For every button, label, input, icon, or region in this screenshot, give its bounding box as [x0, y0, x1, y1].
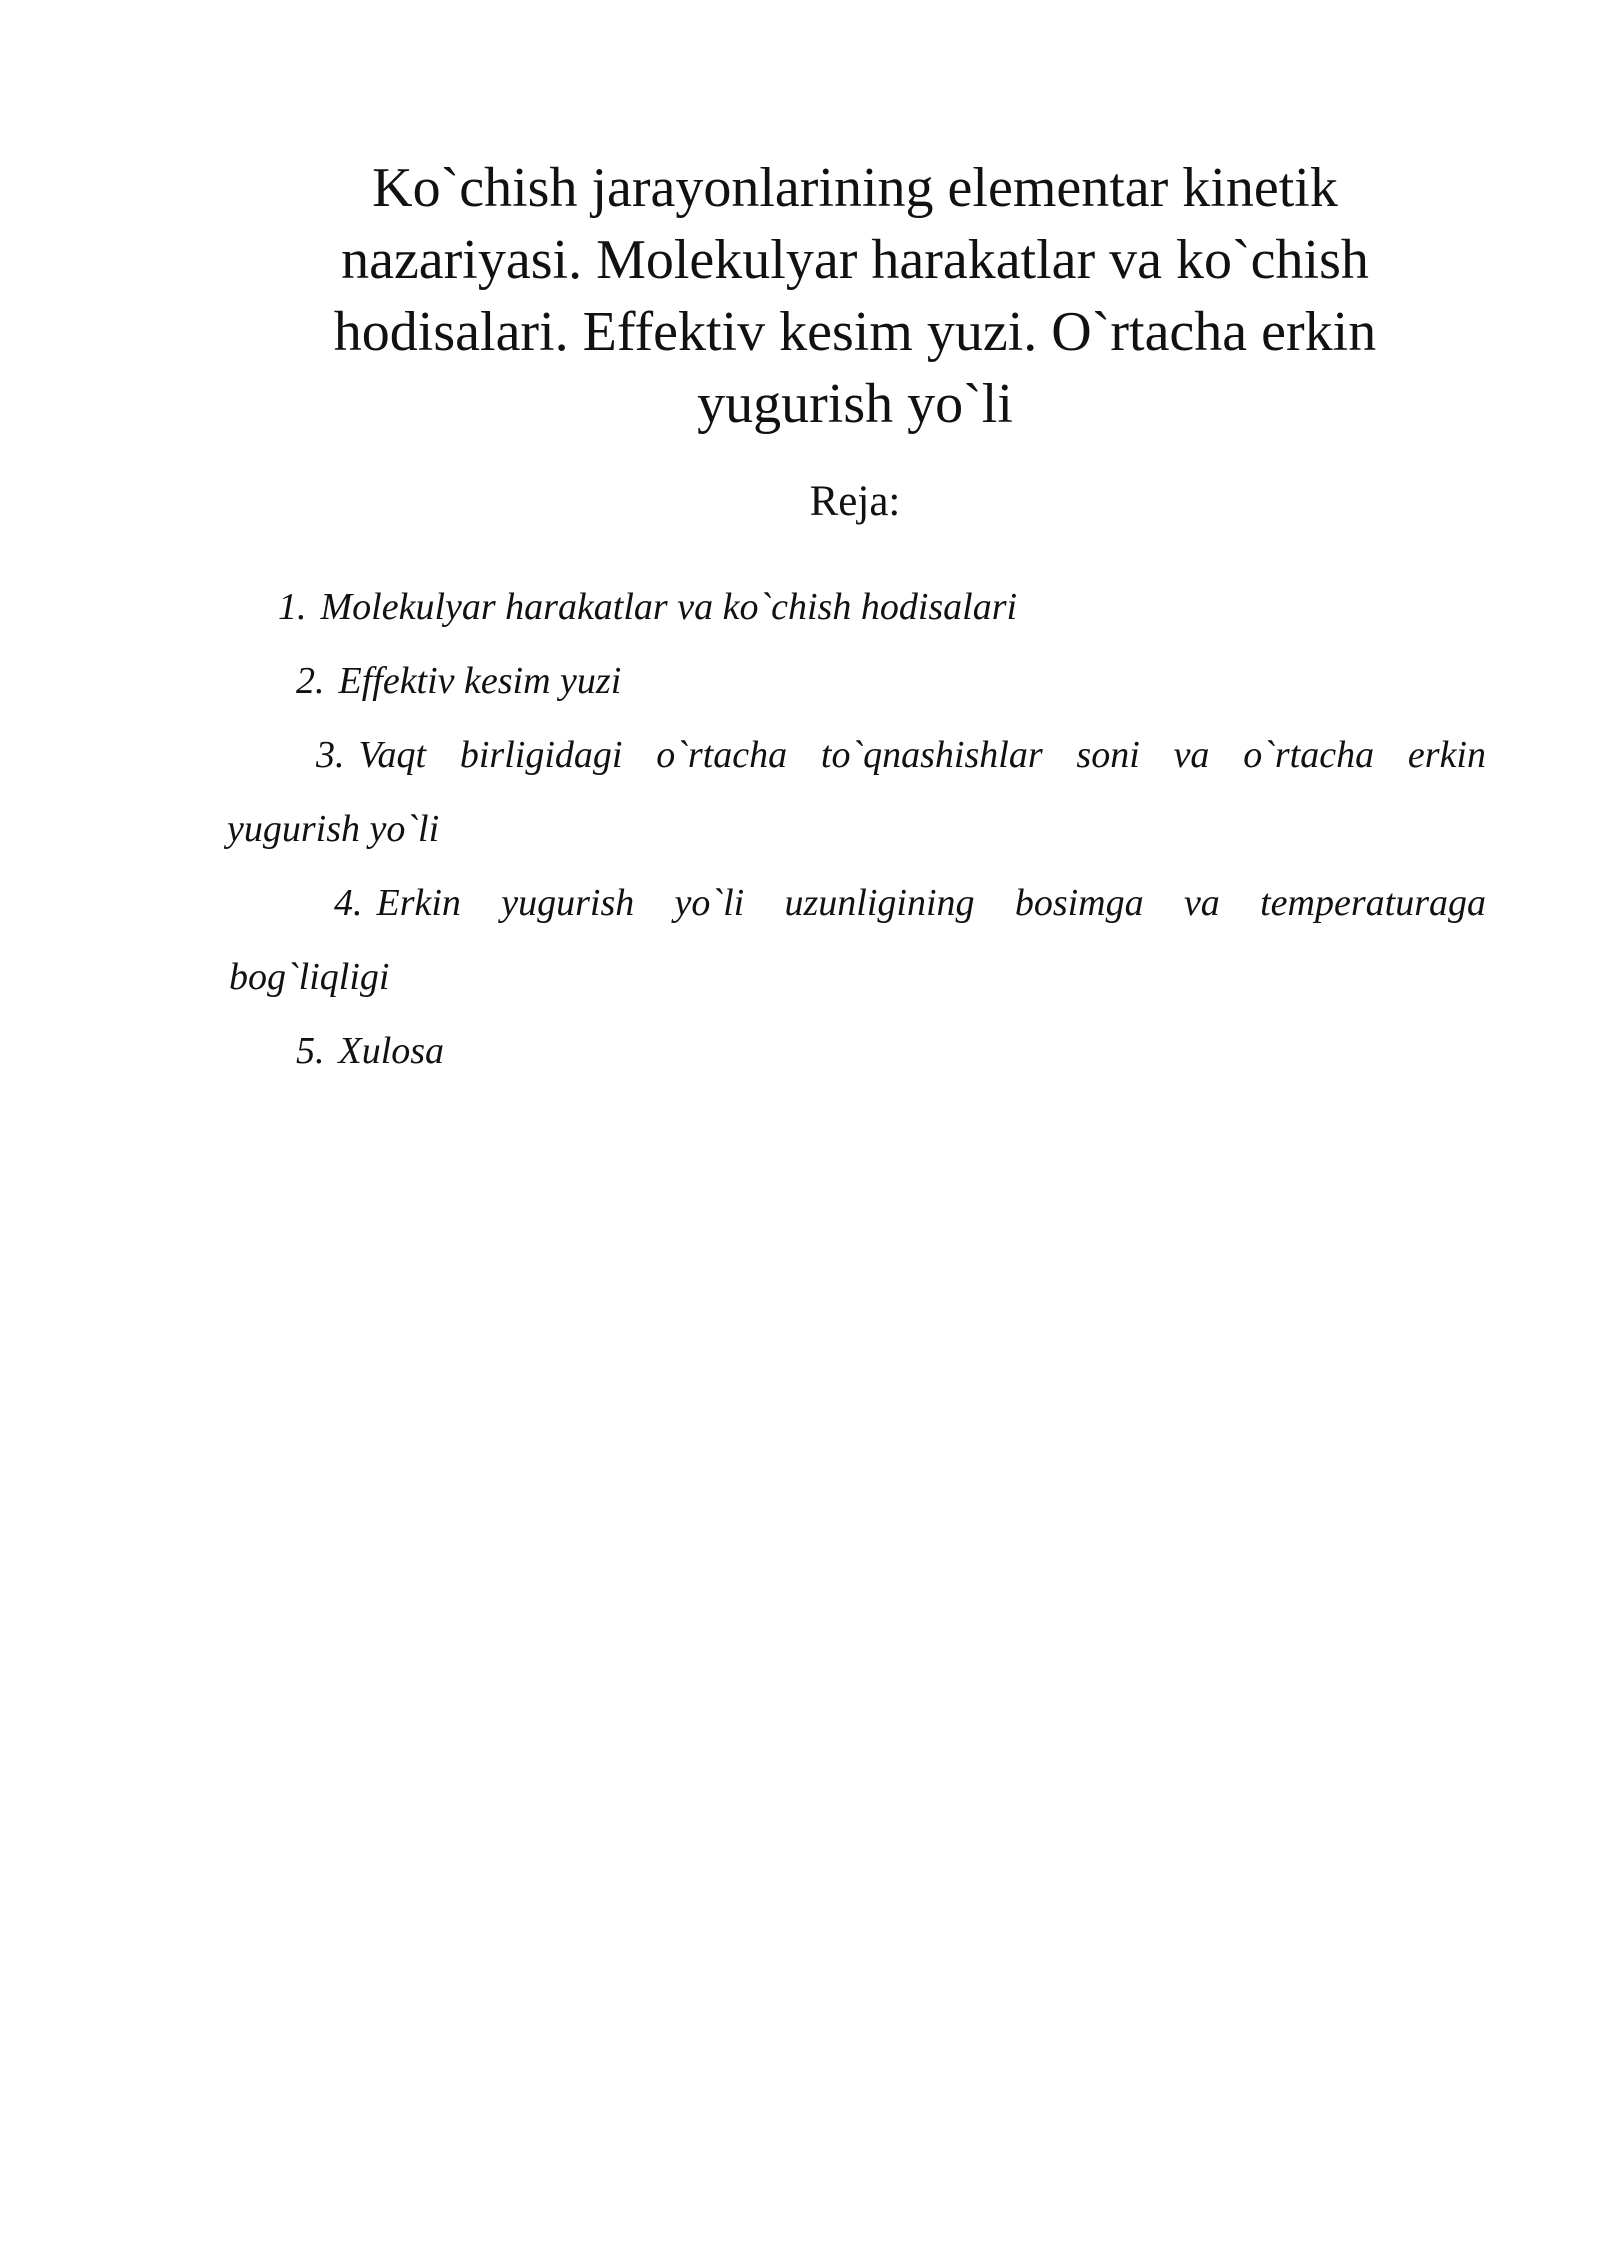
plan-item-number: 1. [278, 586, 307, 628]
plan-item-1 [278, 582, 1017, 632]
plan-item-text: Effektiv kesim yuzi [338, 660, 622, 702]
plan-item-number: 2. [296, 660, 325, 702]
plan-item-text: Xulosa [338, 1030, 445, 1072]
title-line: nazariyasi. Molekulyar harakatlar va ko`chish [341, 229, 1369, 291]
plan-item-number: 5. [296, 1030, 325, 1072]
plan-item-text: Vaqt birligidagi o`rtacha to`qnashishlar soni va o`rtacha erkin [358, 734, 1486, 776]
plan-item-text: Erkin yugurish yo`li uzunligining bosimga va temperaturaga [376, 882, 1486, 924]
plan-item-3-continuation: yugurish yo`li [227, 808, 440, 850]
plan-item-number: 4. [334, 882, 363, 924]
title-line: Ko`chish jarayonlarining elementar kinetik [372, 157, 1338, 219]
plan-item-2 [296, 656, 621, 706]
plan-item-text: Molekulyar harakatlar va ko`chish hodisalari [320, 586, 1018, 628]
title-line: hodisalari. Effektiv kesim yuzi. O`rtacha erkin [333, 301, 1377, 363]
plan-item-5 [296, 1026, 444, 1076]
plan-item-4 [334, 878, 1486, 928]
plan-heading: Reja: [809, 478, 901, 525]
plan-item-4-continuation: bog`liqligi [229, 956, 390, 998]
plan-item-3 [316, 730, 1486, 780]
plan-item-number: 3. [316, 734, 345, 776]
title-line: yugurish yo`li [697, 373, 1013, 435]
